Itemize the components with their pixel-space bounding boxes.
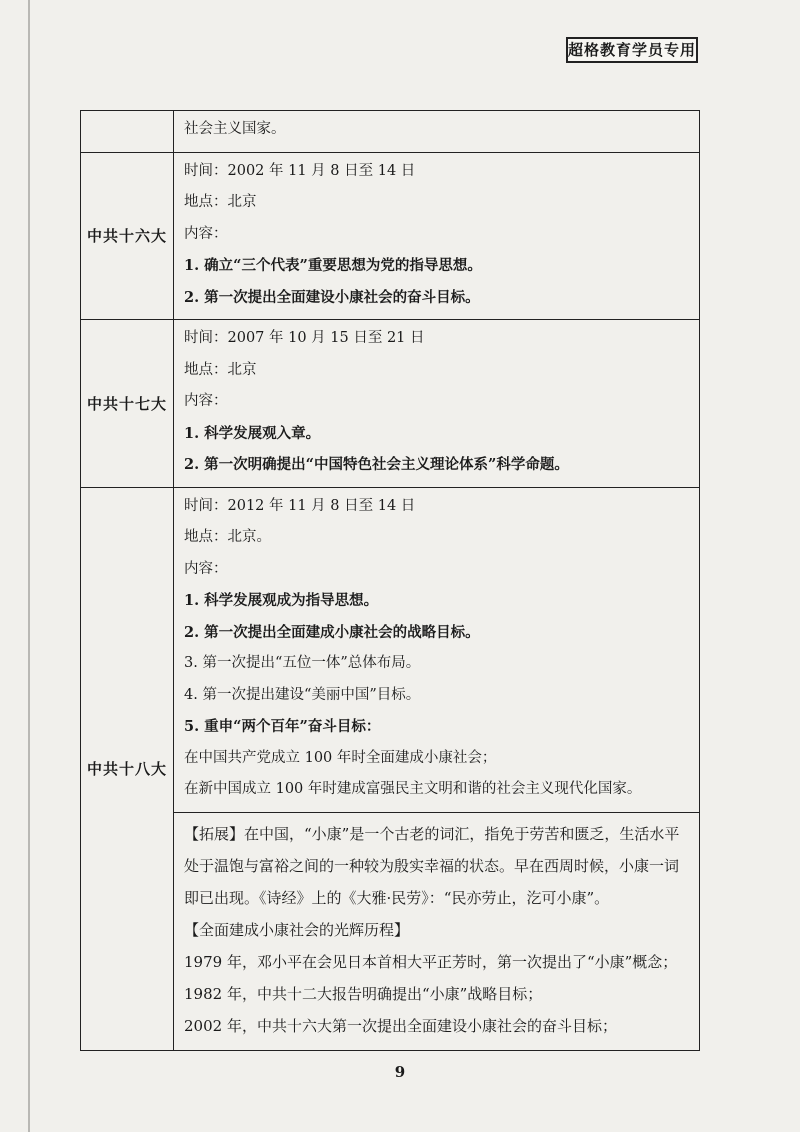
content-item: 3. 第一次提出“五位一体”总体布局。 bbox=[184, 655, 421, 671]
table-row bbox=[81, 812, 700, 1050]
header-badge: 超格教育学员专用 bbox=[566, 37, 698, 63]
history-title: 【全面建成小康社会的光辉历程】 bbox=[184, 920, 410, 939]
row-content bbox=[174, 152, 700, 320]
row-content bbox=[174, 111, 700, 153]
content-item: 5. 重申“两个百年”奋斗目标： bbox=[184, 718, 381, 735]
time-line: 时间：2002 年 11 月 8 日至 14 日 bbox=[184, 162, 416, 179]
extension-cell bbox=[174, 812, 700, 1050]
history-item: 1979 年，邓小平在会见日本首相大平正芳时，第一次提出了“小康”概念； bbox=[184, 952, 678, 971]
row-label bbox=[81, 111, 174, 153]
table-row bbox=[81, 487, 700, 812]
row-content bbox=[174, 320, 700, 488]
place-line: 地点：北京。 bbox=[184, 529, 271, 545]
row-label: 中共十六大 bbox=[81, 152, 174, 320]
content-heading: 内容： bbox=[184, 225, 228, 242]
row-content bbox=[174, 487, 700, 812]
content-heading: 内容： bbox=[184, 393, 228, 409]
row-label: 中共十七大 bbox=[81, 320, 174, 488]
congress-table bbox=[80, 110, 700, 1051]
content-item: 2. 第一次提出全面建成小康社会的战略目标。 bbox=[184, 623, 480, 641]
content-item: 1. 科学发展观入章。 bbox=[184, 424, 321, 442]
table-row bbox=[81, 152, 700, 320]
table-row bbox=[81, 111, 700, 153]
content-item: 2. 第一次明确提出“中国特色社会主义理论体系”科学命题。 bbox=[184, 456, 569, 473]
content-line: 社会主义国家。 bbox=[184, 121, 286, 137]
place-line: 地点：北京 bbox=[184, 361, 257, 378]
history-item: 1982 年，中共十二大报告明确提出“小康”战略目标； bbox=[184, 984, 543, 1003]
content-item: 1. 科学发展观成为指导思想。 bbox=[184, 592, 379, 609]
content-heading: 内容： bbox=[184, 560, 228, 577]
place-line: 地点：北京 bbox=[184, 194, 257, 210]
content-item: 2. 第一次提出全面建设小康社会的奋斗目标。 bbox=[184, 288, 480, 306]
content-item: 在新中国成立 100 年时建成富强民主文明和谐的社会主义现代化国家。 bbox=[184, 781, 642, 797]
extension-paragraph: 【拓展】在中国，“小康”是一个古老的词汇，指免于劳苦和匮乏，生活水平处于温饱与富裕之间的一种较为殷实幸福的状态。早在西周时候，小康一词即已出现。《诗经》上的《大雅·民劳》：“民亦劳止，汔可小康”。 bbox=[184, 824, 680, 907]
content-item: 在中国共产党成立 100 年时全面建成小康社会； bbox=[184, 749, 497, 766]
page-binding-edge bbox=[28, 0, 30, 1132]
time-line: 时间：2012 年 11 月 8 日至 14 日 bbox=[184, 497, 416, 514]
row-label: 中共十八大 bbox=[81, 487, 174, 1050]
time-line: 时间：2007 年 10 月 15 日至 21 日 bbox=[184, 330, 425, 346]
content-item: 1. 确立“三个代表”重要思想为党的指导思想。 bbox=[184, 257, 482, 274]
history-item: 2002 年，中共十六大第一次提出全面建设小康社会的奋斗目标； bbox=[184, 1016, 617, 1035]
content-item: 4. 第一次提出建设“美丽中国”目标。 bbox=[184, 686, 421, 703]
table-row bbox=[81, 320, 700, 488]
page-number: 9 bbox=[394, 1063, 406, 1081]
